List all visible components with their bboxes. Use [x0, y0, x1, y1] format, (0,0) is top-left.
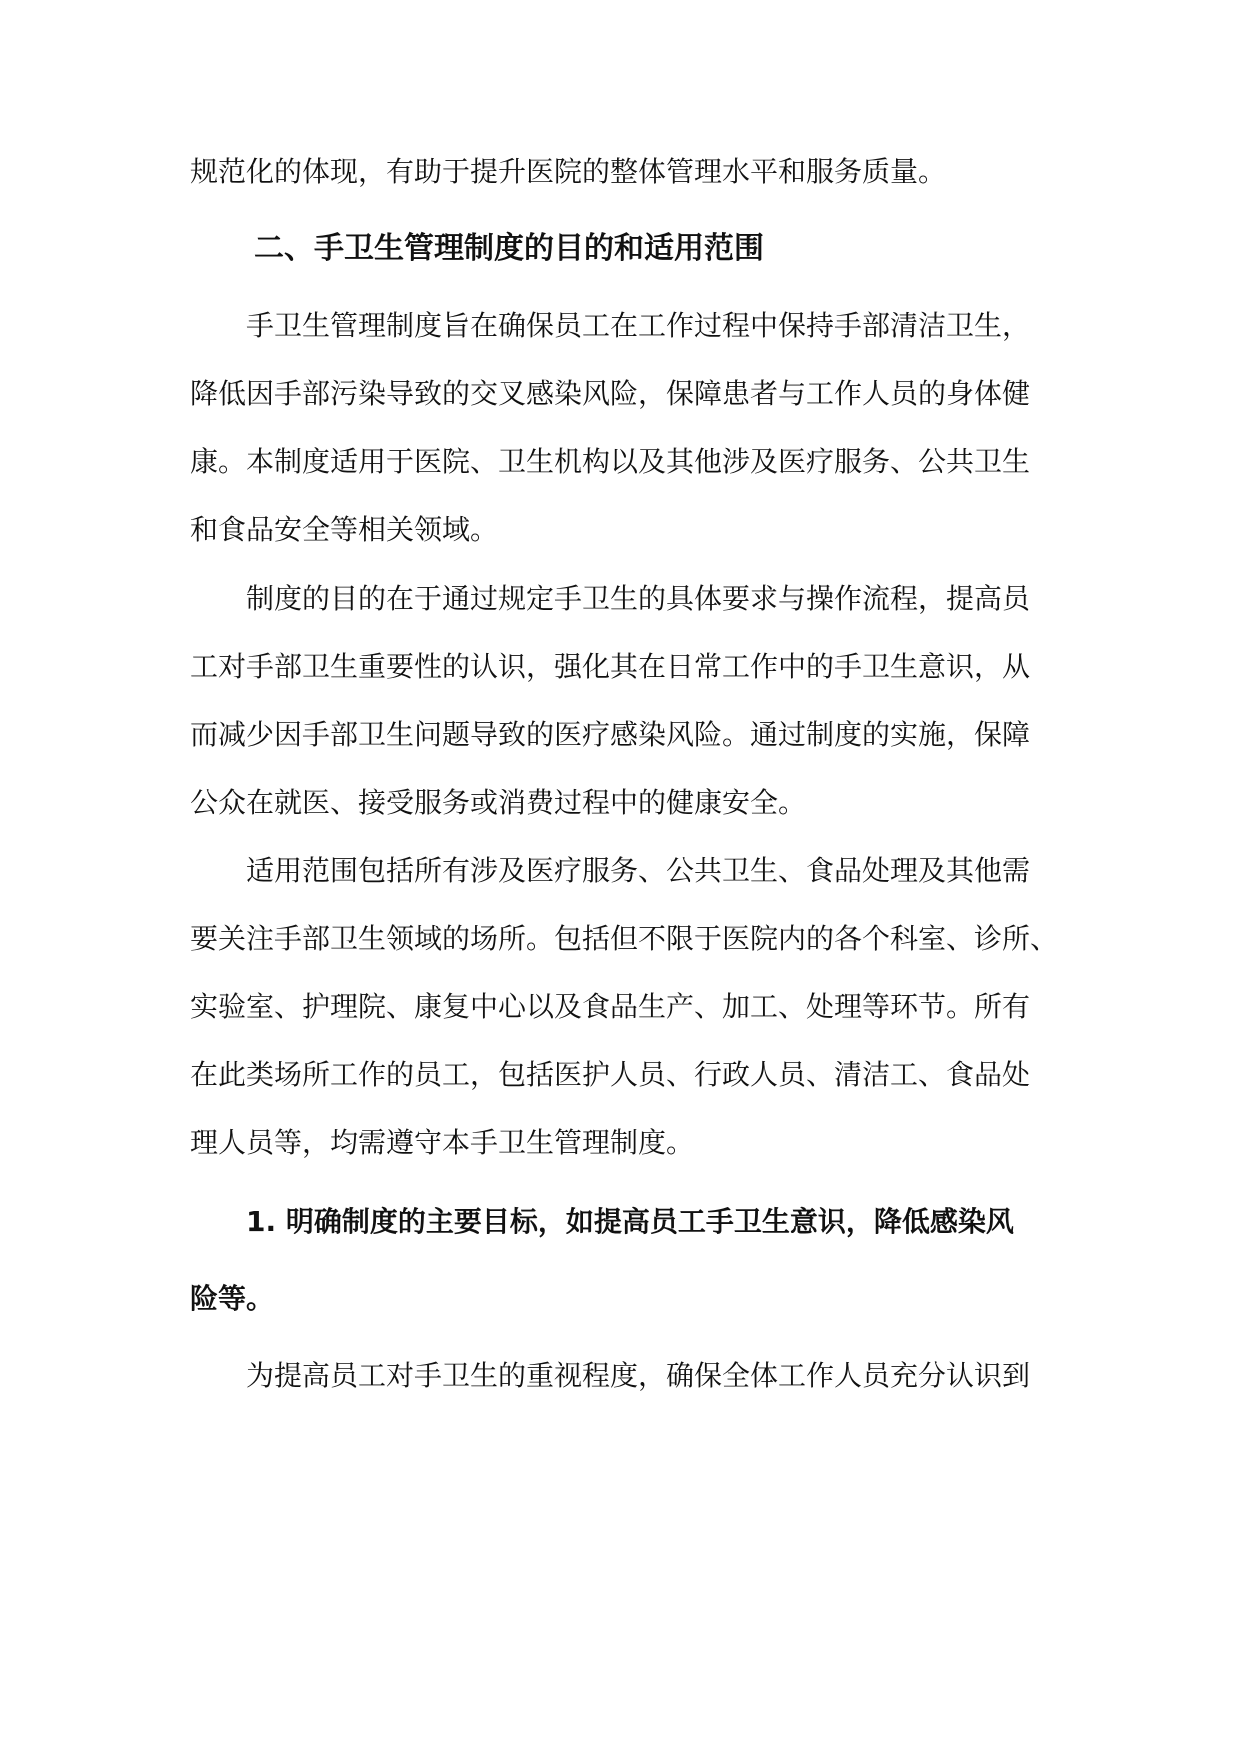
paragraph-line: 而减少因手部卫生问题导致的医疗感染风险。通过制度的实施，保障 — [190, 718, 1031, 751]
paragraph-line: 康。本制度适用于医院、卫生机构以及其他涉及医疗服务、公共卫生 — [190, 445, 1031, 478]
paragraph-line: 和食品安全等相关领域。 — [190, 513, 499, 546]
paragraph-line: 为提高员工对手卫生的重视程度，确保全体工作人员充分认识到 — [246, 1359, 1031, 1392]
paragraph-line: 要关注手部卫生领域的场所。包括但不限于医院内的各个科室、诊所、 — [190, 922, 1059, 955]
paragraph-line: 理人员等，均需遵守本手卫生管理制度。 — [190, 1126, 695, 1159]
paragraph-line: 工对手部卫生重要性的认识，强化其在日常工作中的手卫生意识，从 — [190, 650, 1031, 683]
section-heading: 二、手卫生管理制度的目的和适用范围 — [254, 231, 764, 266]
paragraph-line: 降低因手部污染导致的交叉感染风险，保障患者与工作人员的身体健 — [190, 377, 1031, 410]
paragraph-line: 适用范围包括所有涉及医疗服务、公共卫生、食品处理及其他需 — [246, 854, 1031, 887]
paragraph-line: 手卫生管理制度旨在确保员工在工作过程中保持手部清洁卫生， — [246, 309, 1031, 342]
subheading-line: 1. 明确制度的主要目标，如提高员工手卫生意识，降低感染风 — [246, 1205, 1014, 1238]
paragraph-line: 公众在就医、接受服务或消费过程中的健康安全。 — [190, 786, 807, 819]
subheading-line: 险等。 — [190, 1282, 275, 1315]
paragraph-line: 在此类场所工作的员工，包括医护人员、行政人员、清洁工、食品处 — [190, 1058, 1031, 1091]
paragraph-line: 实验室、护理院、康复中心以及食品生产、加工、处理等环节。所有 — [190, 990, 1031, 1023]
paragraph-line: 制度的目的在于通过规定手卫生的具体要求与操作流程，提高员 — [246, 582, 1031, 615]
body-text-line: 规范化的体现，有助于提升医院的整体管理水平和服务质量。 — [190, 155, 947, 188]
